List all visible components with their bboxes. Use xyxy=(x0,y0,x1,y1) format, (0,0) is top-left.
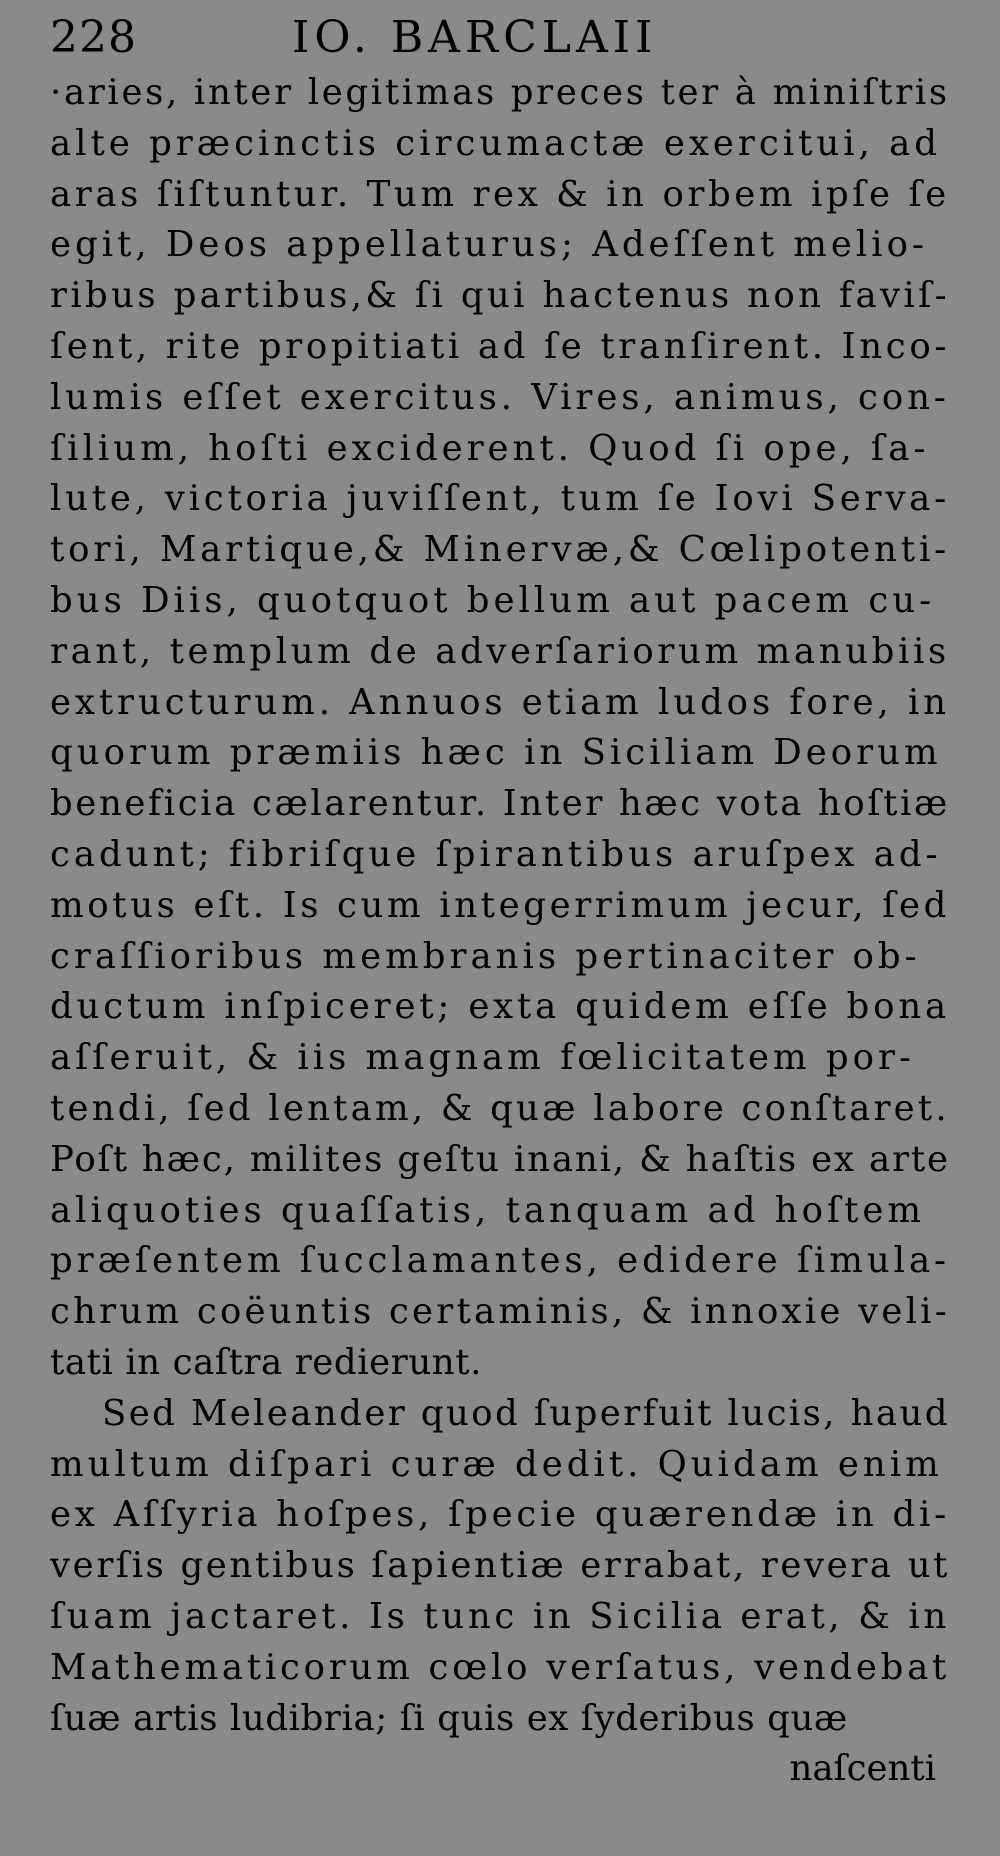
text-line: lute, victoria juviſſent, tum ſe Iovi Serva- xyxy=(50,478,950,520)
text-line: lumis eſſet exercitus. Vires, animus, con- xyxy=(50,376,950,418)
text-line: rant, templum de adverſariorum manubiis xyxy=(50,630,950,672)
text-line: ſilium, hoſti exciderent. Quod ſi ope, ſa- xyxy=(50,427,930,469)
text-line: extructurum. Annuos etiam ludos fore, in xyxy=(50,681,950,723)
text-line: multum diſpari curæ dedit. Quidam enim xyxy=(50,1443,943,1485)
paragraph-first-line: Sed Meleander quod ſuperfuit lucis, haud xyxy=(102,1392,950,1434)
text-line: motus eſt. Is cum integerrimum jecur, ſed xyxy=(50,884,950,926)
text-line: cadunt; fibriſque ſpirantibus aruſpex ad- xyxy=(50,833,942,875)
text-line: aras ſiſtuntur. Tum rex & in orbem ipſe ſe xyxy=(50,173,950,215)
text-line: tati in caſtra redierunt. xyxy=(50,1341,483,1383)
catchword: naſcenti xyxy=(789,1748,936,1790)
running-head: IO. BARCLAII xyxy=(292,12,658,63)
text-line: tendi, ſed lentam, & quæ labore conſtaret. xyxy=(50,1087,950,1129)
text-line: ribus partibus,& ſi qui hactenus non faviſ- xyxy=(50,275,950,317)
text-line: bus Diis, quotquot bellum aut pacem cu- xyxy=(50,579,936,621)
text-line: craſſioribus membranis pertinaciter ob- xyxy=(50,935,921,977)
text-line: præſentem ſucclamantes, edidere ſimula- xyxy=(50,1240,950,1282)
page-header xyxy=(50,8,950,68)
text-line: alte præcinctis circumactæ exercitui, ad xyxy=(50,122,942,164)
text-line: aliquoties quaſſatis, tanquam ad hoſtem xyxy=(50,1189,926,1231)
body-text xyxy=(50,68,950,1795)
text-line: ſuam jactaret. Is tunc in Sicilia erat, & in xyxy=(50,1595,950,1637)
page-number: 228 xyxy=(50,12,137,63)
text-line: tori, Martique,& Minervæ,& Cœlipotenti- xyxy=(50,529,950,571)
text-line: Mathematicorum cœlo verſatus, vendebat xyxy=(50,1646,950,1688)
text-line: verſis gentibus ſapientiæ errabat, revera ut xyxy=(50,1545,950,1587)
text-line: ·aries, inter legitimas preces ter à miniſtris xyxy=(50,72,950,113)
text-line: ſent, rite propitiati ad ſe tranſirent. Inco- xyxy=(50,325,950,367)
text-line: quorum præmiis hæc in Siciliam Deorum xyxy=(50,732,942,774)
text-line: ex Aſſyria hoſpes, ſpecie quærendæ in di- xyxy=(50,1494,950,1536)
text-line: beneficia cælarentur. Inter hæc vota hoſtiæ xyxy=(50,783,950,825)
text-line: aſſeruit, & iis magnam fœlicitatem por- xyxy=(50,1037,915,1079)
text-line: chrum coëuntis certaminis, & innoxie veli- xyxy=(50,1291,950,1333)
text-line: Poſt hæc, milites geſtu inani, & haſtis ex arte xyxy=(50,1138,950,1180)
text-line: ductum inſpiceret; exta quidem eſſe bona xyxy=(50,986,950,1028)
text-line: ſuæ artis ludibria; ſi quis ex ſyderibus quæ xyxy=(50,1697,848,1739)
text-line: egit, Deos appellaturus; Adeſſent melio- xyxy=(50,224,929,266)
